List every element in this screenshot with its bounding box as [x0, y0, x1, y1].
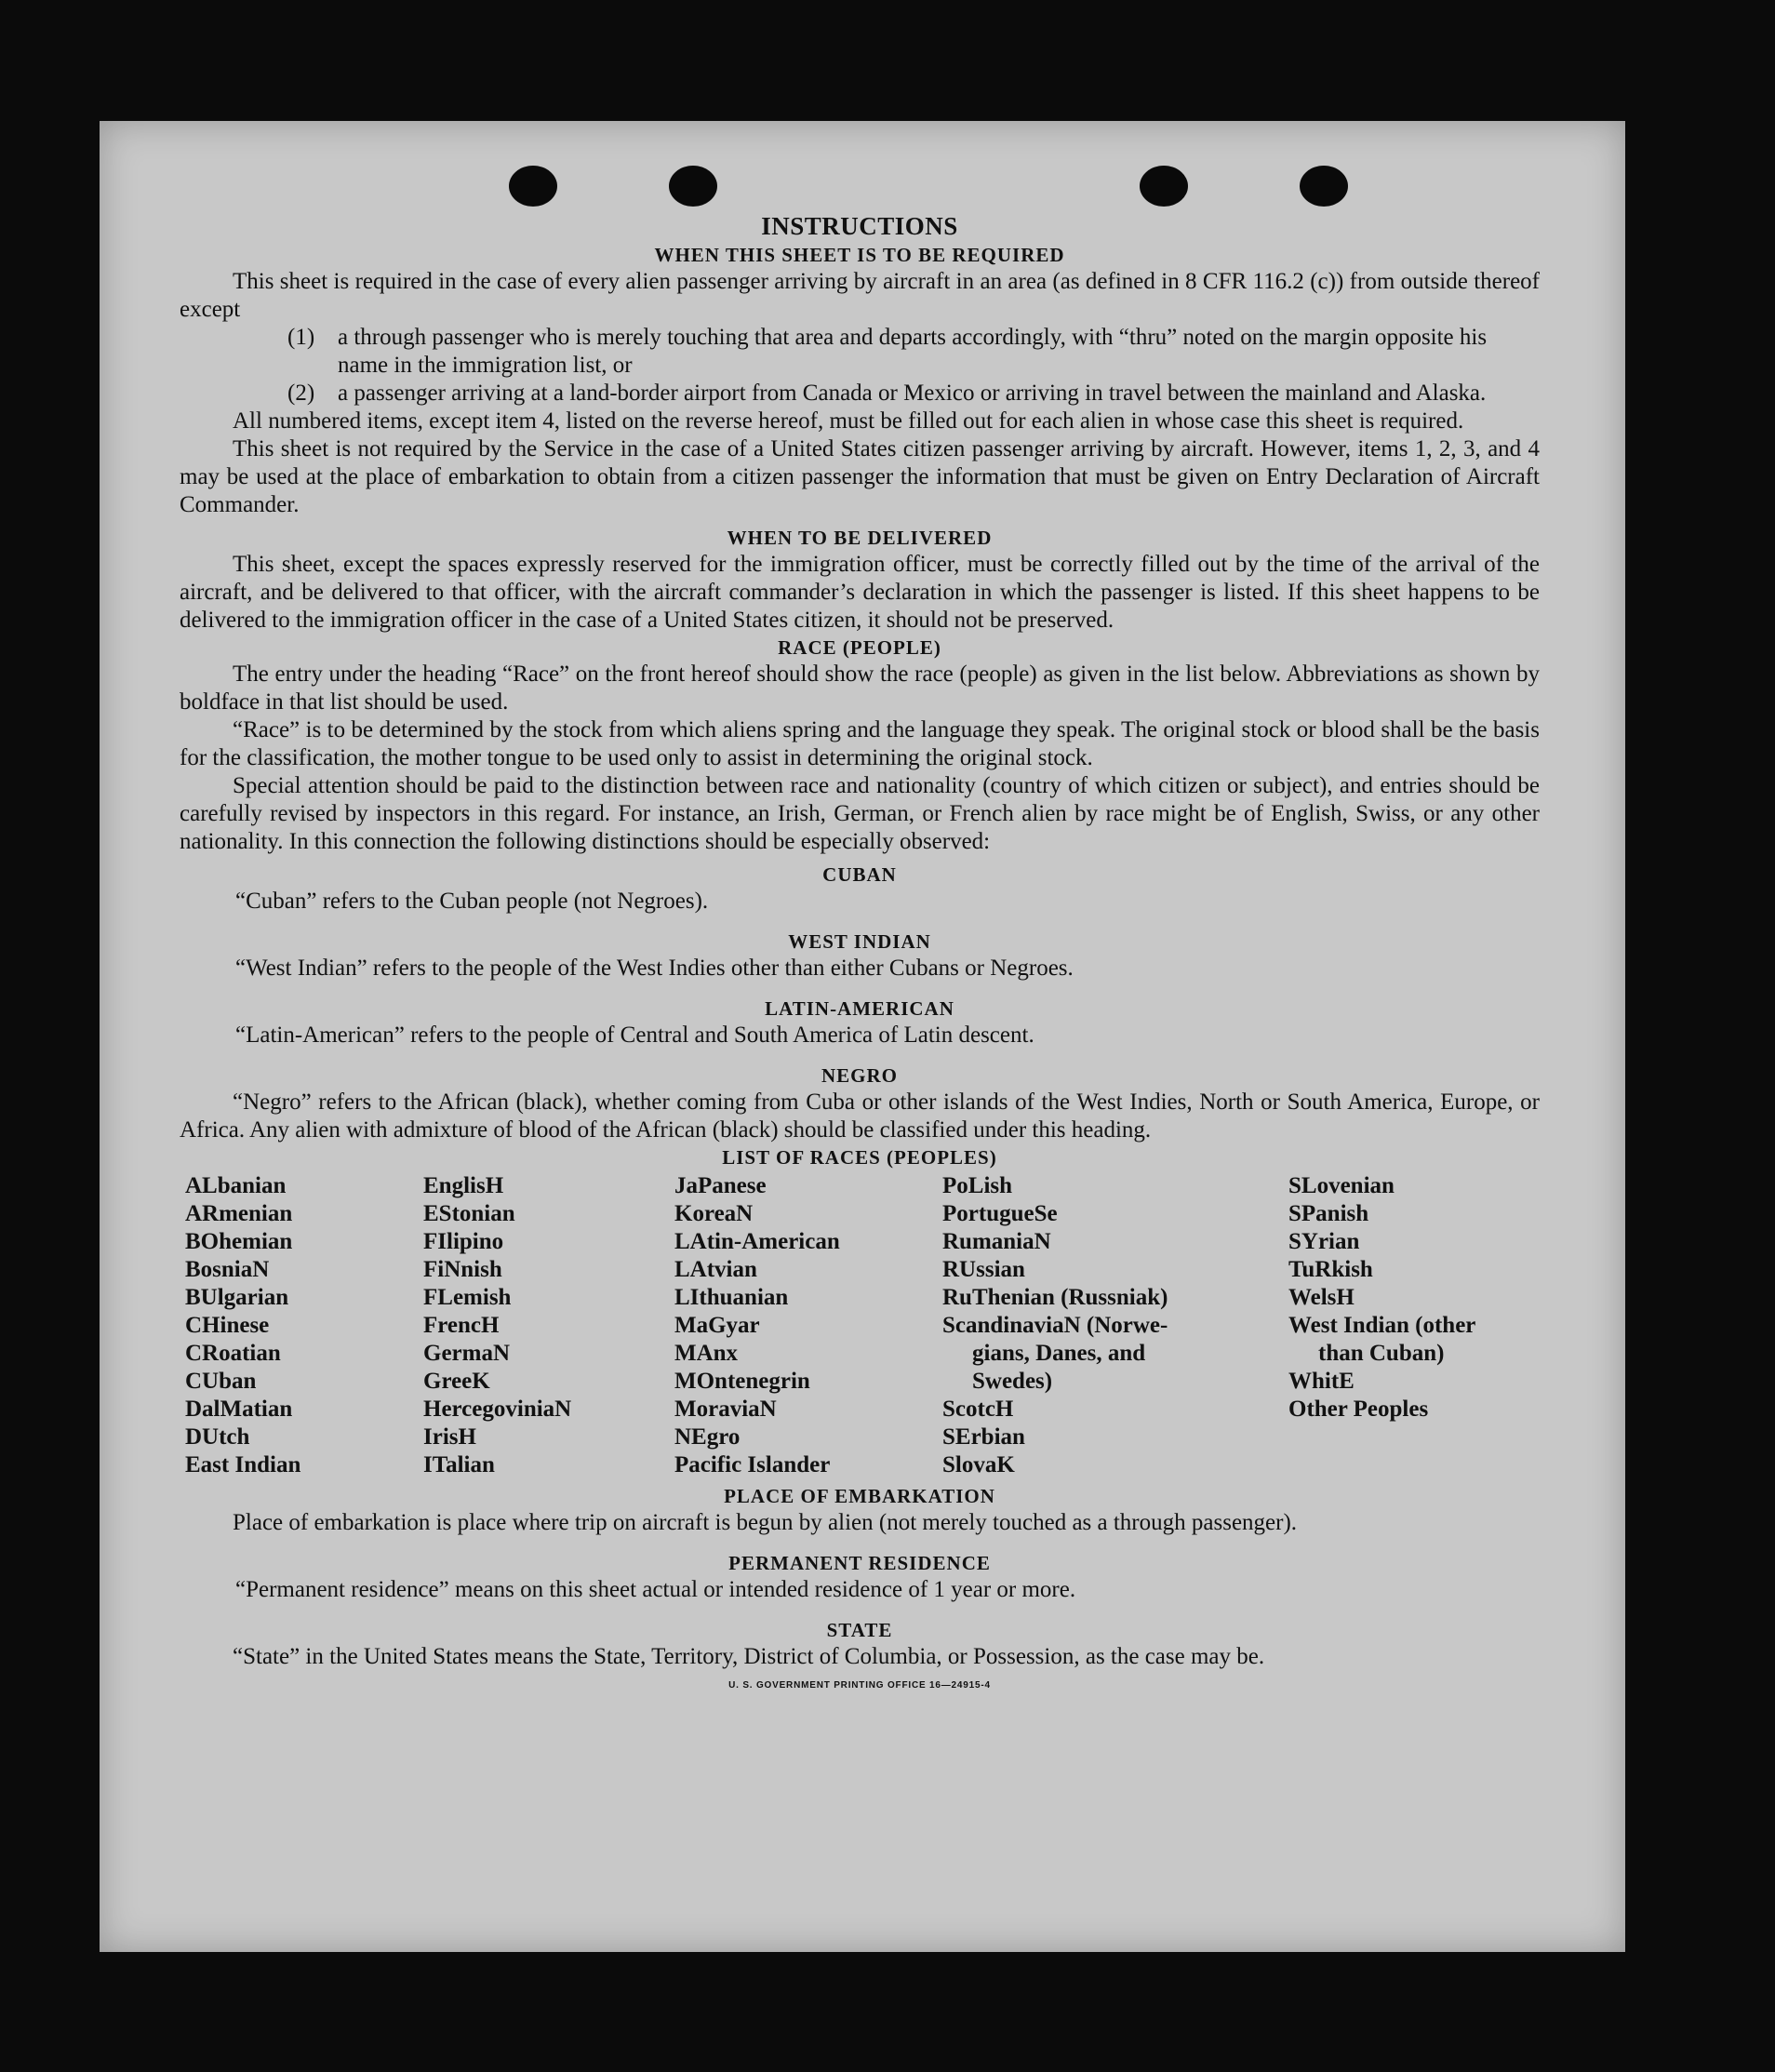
race-entry: FrencH: [423, 1313, 500, 1338]
punch-hole: [1300, 166, 1348, 207]
race-entry: WelsH: [1288, 1285, 1355, 1310]
race-entry: ARmenian: [185, 1201, 293, 1226]
page-title: INSTRUCTIONS: [761, 212, 958, 240]
section-heading-negro: NEGRO: [821, 1064, 898, 1087]
embarkation-text: Place of embarkation is place where trip on aircraft is begun by alien (not merely touched as a through passenger).: [233, 1510, 1298, 1535]
punch-hole: [669, 166, 717, 207]
race-entry: PortugueSe: [942, 1201, 1058, 1226]
race-para-1: The entry under the heading “Race” on the front hereof should show the race (people) as given in the list below. Abbreviations as shown by boldface in that list should be used.: [180, 662, 1540, 715]
race-column: [942, 1172, 1288, 1479]
race-column: [1288, 1172, 1540, 1479]
required-intro: This sheet is required in the case of every alien passenger arriving by aircraft in an area (as defined in 8 CFR 116.2 (c)) from outside thereof except: [180, 269, 1540, 322]
west-indian-text: “West Indian” refers to the people of the West Indies other than either Cubans or Negroes.: [235, 956, 1074, 981]
race-entry: FLemish: [423, 1285, 512, 1310]
race-list: [180, 1172, 1540, 1479]
section-heading-list-of-races: LIST OF RACES (PEOPLES): [722, 1146, 997, 1169]
race-entry: Pacific Islander: [674, 1452, 831, 1477]
race-entry: JaPanese: [674, 1173, 767, 1198]
race-entry: EStonian: [423, 1201, 515, 1226]
race-entry: SPanish: [1288, 1201, 1369, 1226]
race-column: [674, 1172, 942, 1479]
state-text: “State” in the United States means the State, Territory, District of Columbia, or Possession, as the case may be.: [233, 1644, 1265, 1669]
race-entry: FIlipino: [423, 1229, 504, 1254]
section-heading-state: STATE: [826, 1619, 893, 1641]
section-heading-embarkation: PLACE OF EMBARKATION: [724, 1485, 995, 1507]
negro-text: “Negro” refers to the African (black), whether coming from Cuba or other islands of the West Indies, North or South America, Europe, or Africa. Any alien with admixture of blood of the African (black) should be classified under this heading.: [180, 1089, 1540, 1143]
race-entry: GermaN: [423, 1341, 511, 1366]
race-entry: DalMatian: [185, 1397, 293, 1422]
printer-imprint: U. S. GOVERNMENT PRINTING OFFICE 16—24915-4: [728, 1680, 991, 1691]
race-entry: MaGyar: [674, 1313, 760, 1338]
race-entry: PoLish: [942, 1173, 1013, 1198]
race-entry: CHinese: [185, 1313, 270, 1338]
race-entry: RuThenian (Russniak): [942, 1285, 1168, 1310]
required-para-3: This sheet is not required by the Service in the case of a United States citizen passenger arriving by aircraft. However, items 1, 2, 3, and 4 may be used at the place of embarkation to obtain from a citizen passenger the information that must be given on Entry Declaration of Aircraft Commander.: [180, 436, 1540, 517]
race-entry: BOhemian: [185, 1229, 293, 1254]
race-entry: IrisH: [423, 1424, 476, 1450]
race-entry: GreeK: [423, 1369, 490, 1394]
exception-text: a passenger arriving at a land-border airport from Canada or Mexico or arriving in travel between the mainland and Alaska.: [338, 381, 1487, 406]
race-entry: TuRkish: [1288, 1257, 1373, 1282]
race-entry: SErbian: [942, 1424, 1025, 1450]
section-heading-cuban: CUBAN: [822, 863, 897, 886]
race-entry: LAtin-American: [674, 1229, 840, 1254]
race-entry-continued: Swedes): [972, 1369, 1053, 1394]
race-entry: MoraviaN: [674, 1397, 777, 1422]
race-column: [185, 1172, 423, 1479]
race-entry: RumaniaN: [942, 1229, 1051, 1254]
race-entry: SLovenian: [1288, 1173, 1395, 1198]
exception-number: (1): [287, 325, 315, 350]
cuban-text: “Cuban” refers to the Cuban people (not Negroes).: [235, 889, 709, 914]
race-entry: BosniaN: [185, 1257, 270, 1282]
section-heading-race: RACE (PEOPLE): [778, 636, 941, 659]
section-heading-latin-american: LATIN-AMERICAN: [765, 997, 954, 1020]
race-entry: BUlgarian: [185, 1285, 289, 1310]
instruction-sheet: [100, 121, 1625, 1952]
race-para-2: “Race” is to be determined by the stock from which aliens spring and the language they speak. The original stock or blood shall be the basis for the classification, the mother tongue to be used only to assist in determining the original stock.: [180, 717, 1540, 770]
race-entry: MAnx: [674, 1341, 739, 1366]
race-entry: NEgro: [674, 1424, 741, 1450]
race-entry: CRoatian: [185, 1341, 281, 1366]
race-entry: East Indian: [185, 1452, 301, 1477]
race-entry: KoreaN: [674, 1201, 754, 1226]
race-entry: RUssian: [942, 1257, 1025, 1282]
latin-american-text: “Latin-American” refers to the people of Central and South America of Latin descent.: [235, 1023, 1034, 1048]
race-entry: WhitE: [1288, 1369, 1355, 1394]
race-column: [423, 1172, 674, 1479]
exception-item: [287, 380, 1540, 408]
race-para-3: Special attention should be paid to the distinction between race and nationality (country of which citizen or subject), and entries should be carefully revised by inspectors in this regard. For instance, an Irish, German, or French alien by race might be of English, Swiss, or any other nationality. In this connection the following distinctions should be especially observed:: [180, 773, 1540, 854]
race-entry: LIthuanian: [674, 1285, 789, 1310]
race-entry: West Indian (other: [1288, 1313, 1476, 1338]
race-entry: FiNnish: [423, 1257, 502, 1282]
race-entry: HercegoviniaN: [423, 1397, 572, 1422]
race-entry-continued: gians, Danes, and: [972, 1341, 1146, 1366]
section-heading-delivered: WHEN TO BE DELIVERED: [727, 527, 993, 549]
residence-text: “Permanent residence” means on this sheet actual or intended residence of 1 year or more.: [235, 1577, 1076, 1602]
race-entry: ALbanian: [185, 1173, 287, 1198]
document-body: [180, 210, 1540, 1691]
race-entry: ScandinaviaN (Norwe-: [942, 1313, 1168, 1338]
race-entry: ScotcH: [942, 1397, 1014, 1422]
race-entry: SYrian: [1288, 1229, 1360, 1254]
exception-number: (2): [287, 381, 315, 406]
race-entry-continued: than Cuban): [1318, 1341, 1445, 1366]
exception-text: a through passenger who is merely touching that area and departs accordingly, with “thru” noted on the margin opposite his name in the immigration list, or: [338, 325, 1488, 378]
section-heading-required: WHEN THIS SHEET IS TO BE REQUIRED: [654, 244, 1065, 266]
race-entry: DUtch: [185, 1424, 250, 1450]
race-entry: SlovaK: [942, 1452, 1015, 1477]
race-entry: CUban: [185, 1369, 257, 1394]
race-entry: LAtvian: [674, 1257, 757, 1282]
race-entry: MOntenegrin: [674, 1369, 810, 1394]
section-heading-west-indian: WEST INDIAN: [788, 930, 931, 953]
race-entry: ITalian: [423, 1452, 495, 1477]
race-entry: EnglisH: [423, 1173, 504, 1198]
exception-item: [287, 324, 1540, 380]
race-entry: Other Peoples: [1288, 1397, 1429, 1422]
section-heading-residence: PERMANENT RESIDENCE: [728, 1552, 991, 1574]
punch-hole: [509, 166, 557, 207]
required-para-2: All numbered items, except item 4, listed on the reverse hereof, must be filled out for each alien in whose case this sheet is required.: [233, 408, 1464, 434]
punch-hole: [1140, 166, 1188, 207]
delivered-text: This sheet, except the spaces expressly reserved for the immigration officer, must be correctly filled out by the time of the arrival of the aircraft, and be delivered to that officer, with the aircraft commander’s declaration in which the passenger is listed. If this sheet happens to be delivered to the immigration officer in the case of a United States citizen, it should not be preserved.: [180, 552, 1540, 633]
